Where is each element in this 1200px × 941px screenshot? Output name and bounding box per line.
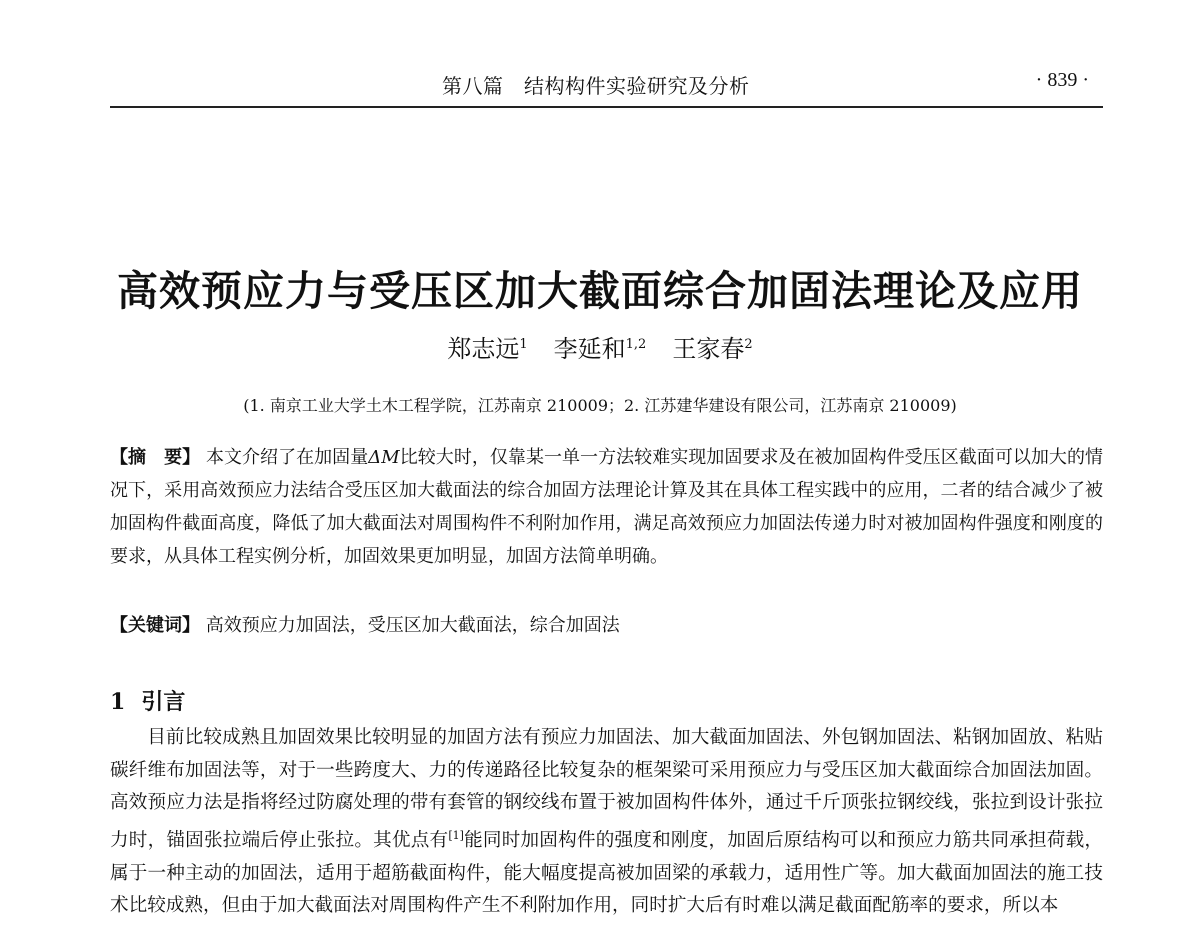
author-affiliation-mark: 1,2 [625, 337, 647, 352]
body-text-part2: 能同时加固构件的强度和刚度，加固后原结构可以和预应力筋共同承担荷载，属于一种主动的加固法，适用于超筋截面构件，能大幅度提高被加固梁的承载力，适用性广等。加大截面加固法的施工技术比较成熟，但由于加大截面法对周围构件产生不利附加作用，同时扩大后有时难以满足截面配筋率的要求，所以本 [110, 829, 1103, 917]
citation-mark: [1] [448, 828, 464, 842]
running-header [110, 66, 1103, 108]
body-paragraph [110, 722, 1103, 923]
abstract-text-body: 比较大时，仅靠某一单一方法较难实现加固要求及在被加固构件受压区截面可以加大的情况下，采用高效预应力法结合受压区加大截面法的综合加固方法理论计算及其在具体工程实践中的应用，二者的结合减少了被加固构件截面高度，降低了加大截面法对周围构件不利附加作用，满足高效预应力加固法传递力时对被加固构件强度和刚度的要求，从具体工程实例分析，加固效果更加明显，加固方法简单明确。 [110, 447, 1104, 567]
section-heading [110, 685, 185, 716]
keywords [110, 609, 1103, 642]
author-list [0, 329, 1200, 364]
author-name: 王家春 [672, 335, 745, 363]
author-affiliation-mark: 2 [744, 337, 753, 352]
running-header-title: 第八篇 结构构件实验研究及分析 [442, 74, 750, 98]
delta-m-symbol: ΔM [368, 447, 400, 468]
abstract-label: 【摘 要】 [110, 447, 201, 468]
abstract [110, 441, 1103, 573]
paper-title: 高效预应力与受压区加大截面综合加固法理论及应用 [117, 267, 1083, 315]
body-text-part1: 目前比较成熟且加固效果比较明显的加固方法有预应力加固法、加大截面加固法、外包钢加固法、粘钢加固放、粘贴碳纤维布加固法等，对于一些跨度大、力的传递路径比较复杂的框架梁可采用预应力与受压区加大截面综合加固法加固。高效预应力法是指将经过防腐处理的带有套管的钢绞线布置于被加固构件体外，通过千斤顶张拉钢绞线，张拉到设计张拉力时，锚固张拉端后停止张拉。其优点有 [110, 727, 1103, 851]
abstract-text-start: 本文介绍了在加固量 [205, 447, 369, 468]
section-body [110, 722, 1103, 923]
page-number: · 839 · [1035, 69, 1089, 91]
author-name: 李延和 [553, 335, 626, 363]
author-name: 郑志远 [447, 335, 520, 363]
keywords-label: 【关键词】 [110, 615, 200, 636]
section-title: 引言 [141, 689, 186, 715]
keywords-text: 高效预应力加固法，受压区加大截面法，综合加固法 [205, 615, 620, 636]
section-number: 1 [110, 689, 126, 715]
author-affiliation-mark: 1 [519, 337, 528, 352]
affiliations: (1. 南京工业大学土木工程学院，江苏南京 210009；2. 江苏建华建设有限公司，江苏南京 210009) [243, 396, 957, 415]
